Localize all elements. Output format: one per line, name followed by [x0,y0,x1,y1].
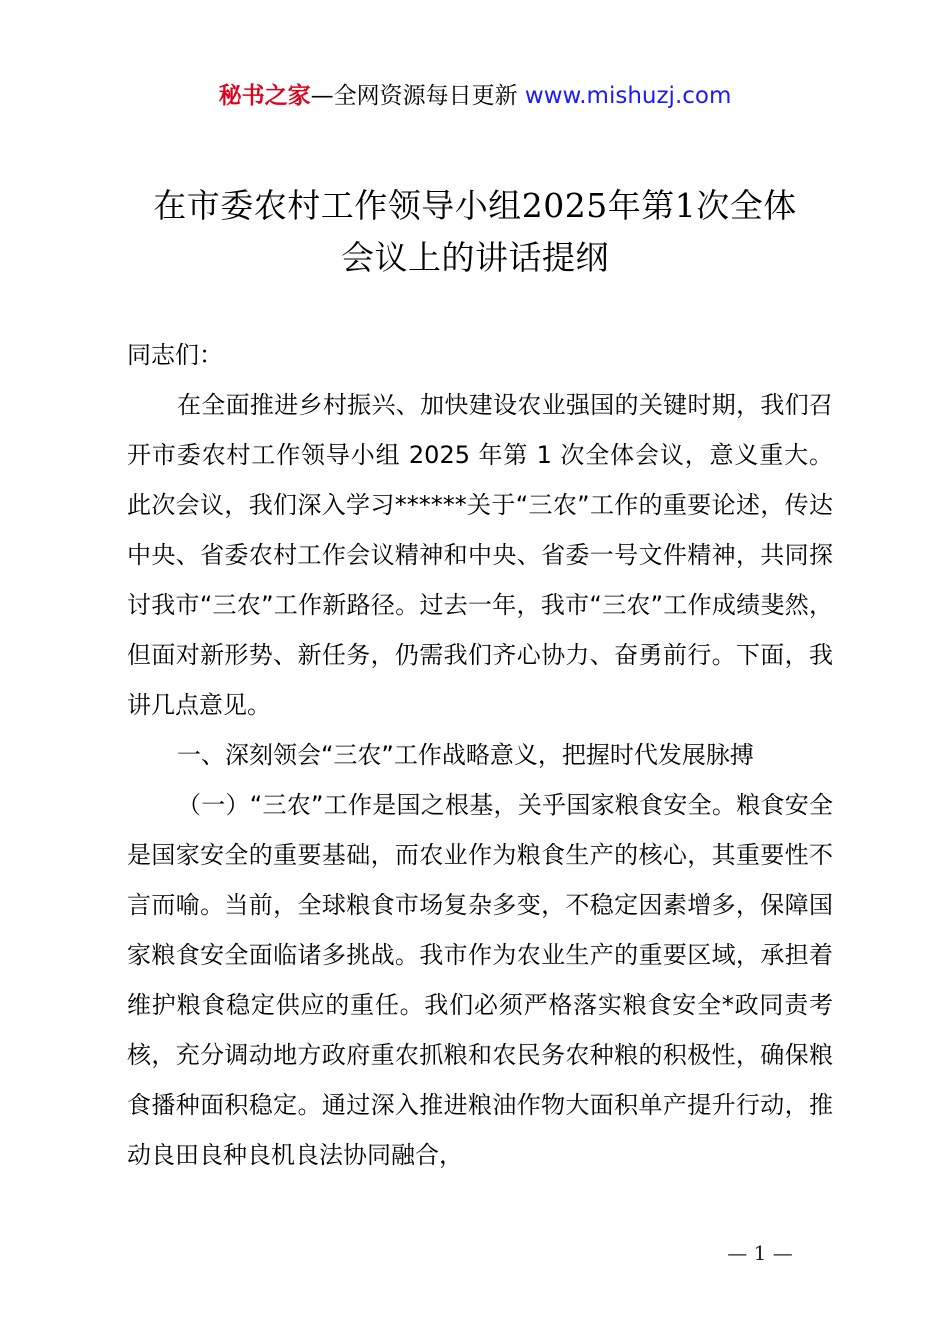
document-body [127,330,833,1180]
salutation: 同志们： [127,341,223,369]
site-banner [0,78,950,114]
site-url-link[interactable]: www.mishuzj.com [524,83,732,109]
banner-tagline: —全网资源每日更新 [310,83,518,109]
opening-paragraph: 在全面推进乡村振兴、加快建设农业强国的关键时期，我们召开市委农村工作领导小组 2025 年第 1 次全体会议，意义重大。此次会议，我们深入学习******关于“三农”工作的重要论述，传达中央、省委农村工作会议精神和中央、省委一号文件精神，共同探讨我市“三农”工作新路径。过去一年，我市“三农”工作成绩斐然，但面对新形势、新任务，仍需我们齐心协力、奋勇前行。下面，我讲几点意见。 [127,391,833,719]
body-paragraph: （一）“三农”工作是国之根基，关乎国家粮食安全。粮食安全是国家安全的重要基础，而农业作为粮食生产的核心，其重要性不言而喻。当前，全球粮食市场复杂多变，不稳定因素增多，保障国家粮食安全面临诸多挑战。我市作为农业生产的重要区域，承担着维护粮食稳定供应的重任。我们必须严格落实粮食安全*政同责考核，充分调动地方政府重农抓粮和农民务农种粮的积极性，确保粮食播种面积稳定。通过深入推进粮油作物大面积单产提升行动，推动良田良种良机良法协同融合， [127,791,833,1169]
brand-name: 秘书之家 [218,83,311,109]
section-heading-1: 一、深刻领会“三农”工作战略意义，把握时代发展脉搏 [177,741,754,769]
page-number: — 1 — [727,1241,793,1265]
document-title [100,180,850,284]
document-title-line-2: 会议上的讲话提纲 [341,238,609,277]
document-title-line-1: 在市委农村工作领导小组2025年第1次全体 [153,186,797,225]
